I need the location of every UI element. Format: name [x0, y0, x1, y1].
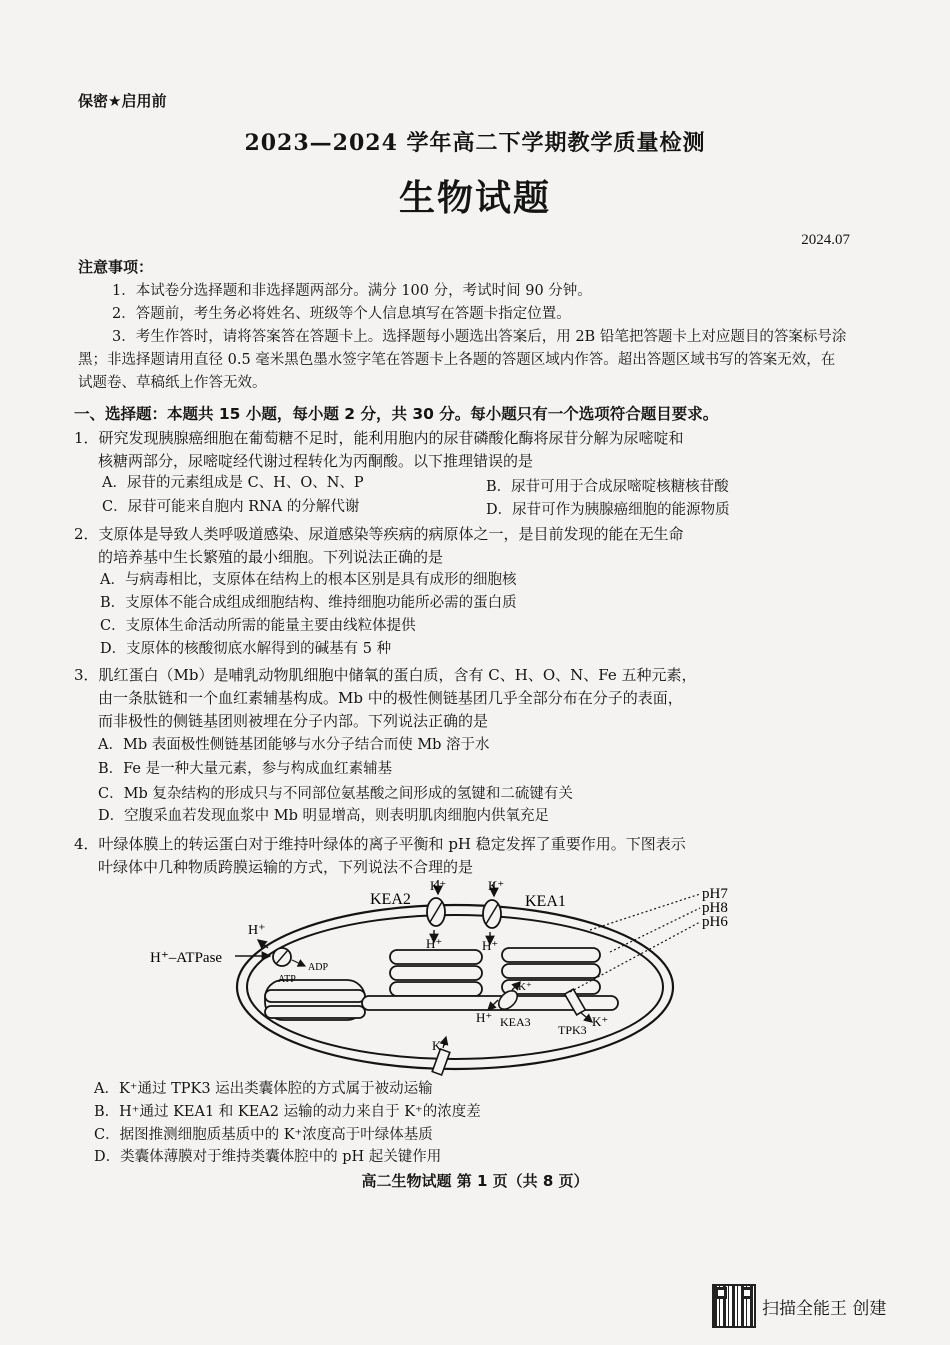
- q4-option-a: A．K⁺通过 TPK3 运出类囊体腔的方式属于被动运输: [94, 1081, 433, 1097]
- q2-option-a: A．与病毒相比，支原体在结构上的根本区别是具有成形的细胞核: [100, 572, 517, 588]
- q1-option-b: B．尿苷可用于合成尿嘧啶核糖核苷酸: [486, 479, 729, 495]
- label-h-atpase-top: H⁺: [248, 923, 266, 938]
- note-item-2: 2．答题前，考生务必将姓名、班级等个人信息填写在答题卡指定位置。: [112, 306, 571, 322]
- q2-option-c: C．支原体生命活动所需的能量主要由线粒体提供: [100, 618, 416, 634]
- q3-stem-line1: 3．肌红蛋白（Mb）是哺乳动物肌细胞中储氧的蛋白质，含有 C、H、O、N、Fe 五种元素，: [74, 666, 697, 684]
- subject-title: 生物试题: [398, 178, 551, 219]
- chloroplast-transport-figure: [140, 872, 780, 1077]
- note-item-1: 1．本试卷分选择题和非选择题两部分。满分 100 分，考试时间 90 分钟。: [112, 283, 592, 299]
- q2-stem-line2: 的培养基中生长繁殖的最小细胞。下列说法正确的是: [98, 548, 444, 566]
- notes-heading: 注意事项：: [78, 258, 154, 276]
- scanner-watermark: [712, 1284, 886, 1328]
- label-k-tpk3: K⁺: [592, 1014, 609, 1029]
- q2-option-d: D．支原体的核酸彻底水解得到的碱基有 5 种: [100, 641, 392, 657]
- q3-stem-line3: 而非极性的侧链基团则被埋在分子内部。下列说法正确的是: [98, 712, 489, 730]
- label-kea2: KEA2: [370, 891, 411, 908]
- q3-option-c: C．Mb 复杂结构的形成只与不同部位氨基酸之间形成的氢键和二硫键有关: [98, 786, 573, 802]
- q3-option-b: B．Fe 是一种大量元素，参与构成血红素辅基: [98, 761, 393, 777]
- q1-option-d: D．尿苷可作为胰腺癌细胞的能源物质: [486, 502, 730, 518]
- label-ph7: pH7: [702, 886, 728, 902]
- q3-stem-line2: 由一条肽链和一个血红素辅基构成。Mb 中的极性侧链基团几乎全部分布在分子的表面，: [98, 689, 683, 707]
- q1-option-c: C．尿苷可能来自胞内 RNA 的分解代谢: [102, 499, 360, 515]
- label-kea3: KEA3: [500, 1015, 531, 1029]
- label-h-left: H⁺: [426, 936, 443, 951]
- label-atp: ATP: [278, 974, 296, 985]
- label-k-kea3: K⁺: [518, 981, 532, 993]
- thylakoid-stack-middle: [390, 950, 482, 996]
- label-atpase: H⁺–ATPase: [150, 950, 223, 966]
- label-h-right: H⁺: [482, 938, 499, 953]
- q4-stem-line1: 4．叶绿体膜上的转运蛋白对于维持叶绿体的离子平衡和 pH 稳定发挥了重要作用。下图表示: [74, 835, 686, 853]
- label-k-top-right: K⁺: [488, 878, 505, 893]
- label-ph8: pH8: [702, 900, 728, 916]
- label-tpk3: TPK3: [558, 1023, 587, 1037]
- confidential-label: 保密★启用前: [78, 92, 167, 110]
- label-k-bottom: K⁺: [432, 1038, 449, 1053]
- note-item-3: 3．考生作答时，请将答案答在答题卡上。选择题每小题选出答案后，用 2B 铅笔把答题卡上对应题目的答案标号涂黑；非选择题请用直径 0.5 毫米黑色墨水签字笔在答题卡上各题的答题区域内作答。超出答题区域书写的答案无效，在试题卷、草稿纸上作答无效。: [78, 329, 847, 391]
- label-k-top-left: K⁺: [430, 878, 447, 893]
- page-footer: 高二生物试题 第 1 页（共 8 页）: [361, 1172, 589, 1190]
- label-h-kea3: H⁺: [476, 1010, 493, 1025]
- exam-title: 2023—2024 学年高二下学期教学质量检测: [244, 130, 706, 156]
- q4-option-b: B．H⁺通过 KEA1 和 KEA2 运输的动力来自于 K⁺的浓度差: [94, 1104, 481, 1120]
- qr-code-icon: [712, 1284, 756, 1328]
- thylakoid-stack-left: [265, 980, 365, 1020]
- q2-option-b: B．支原体不能合成组成细胞结构、维持细胞功能所必需的蛋白质: [100, 595, 517, 611]
- q4-option-d: D．类囊体薄膜对于维持类囊体腔中的 pH 起关键作用: [94, 1149, 442, 1165]
- q4-stem-line2: 叶绿体中几种物质跨膜运输的方式，下列说法不合理的是: [98, 858, 474, 876]
- scanner-label: 扫描全能王 创建: [762, 1298, 887, 1319]
- q3-option-a: A．Mb 表面极性侧链基团能够与水分子结合而使 Mb 溶于水: [98, 737, 490, 753]
- exam-date: 2024.07: [801, 232, 850, 248]
- q2-stem-line1: 2．支原体是导致人类呼吸道感染、尿道感染等疾病的病原体之一，是目前发现的能在无生命: [74, 525, 684, 543]
- q1-option-a: A．尿苷的元素组成是 C、H、O、N、P: [102, 475, 364, 491]
- label-kea1: KEA1: [525, 893, 566, 910]
- label-adp: ADP: [308, 962, 329, 973]
- thylakoid-stack-right: [502, 948, 600, 994]
- q3-option-d: D．空腹采血若发现血浆中 Mb 明显增高，则表明肌肉细胞内供氧充足: [98, 808, 549, 824]
- label-ph6: pH6: [702, 914, 728, 930]
- section-heading: 一、选择题：本题共 15 小题，每小题 2 分，共 30 分。每小题只有一个选项符合题目要求。: [74, 405, 719, 423]
- q1-stem-line2: 核糖两部分，尿嘧啶经代谢过程转化为丙酮酸。以下推理错误的是: [98, 452, 534, 470]
- q4-option-c: C．据图推测细胞质基质中的 K⁺浓度高于叶绿体基质: [94, 1127, 433, 1143]
- q1-stem-line1: 1．研究发现胰腺癌细胞在葡萄糖不足时，能利用胞内的尿苷磷酸化酶将尿苷分解为尿嘧啶和: [74, 429, 684, 447]
